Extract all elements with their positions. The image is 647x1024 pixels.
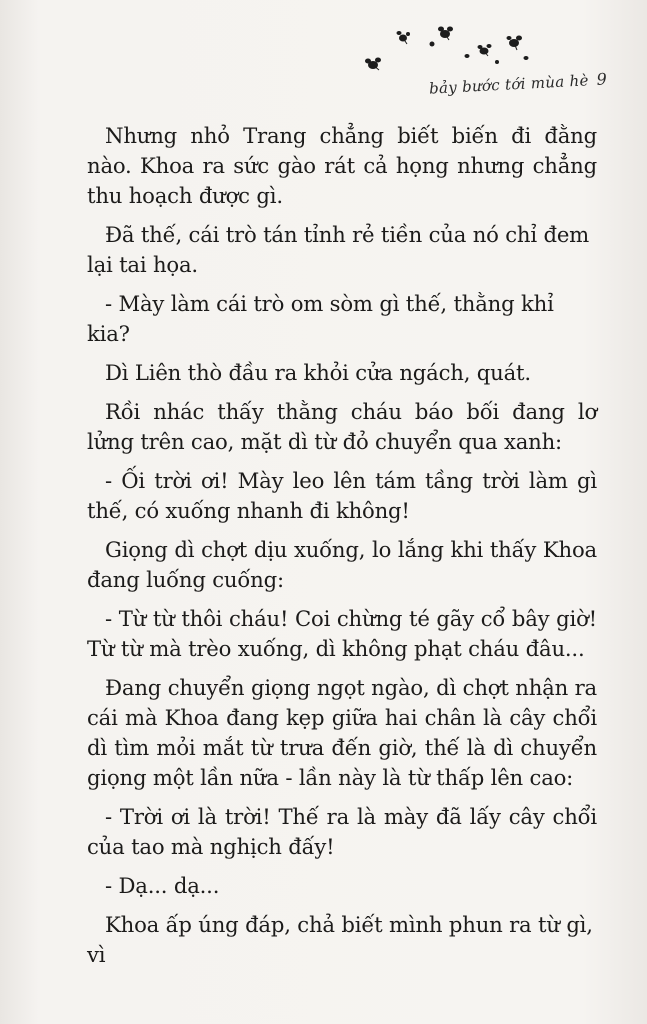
paragraph: Rồi nhác thấy thằng cháu báo bối đang lơ lửng trên cao, mặt dì từ đỏ chuyển qua xanh:	[87, 399, 597, 454]
paragraph: Nhưng nhỏ Trang chẳng biết biến đi đằng nào. Khoa ra sức gào rát cả họng nhưng chẳng thu hoạch được gì.	[87, 123, 597, 208]
paragraph: Giọng dì chợt dịu xuống, lo lắng khi thấy Khoa đang luống cuống:	[87, 537, 597, 592]
paragraph: Dì Liên thò đầu ra khỏi cửa ngách, quát.	[105, 360, 531, 385]
running-title: bảy bước tới mùa hè	[428, 71, 589, 98]
paragraph: - Ối trời ơi! Mày leo lên tám tầng trời làm gì thế, có xuống nhanh đi không!	[87, 468, 597, 523]
paragraph: - Dạ... dạ...	[105, 873, 220, 898]
paragraph: - Mày làm cái trò om sòm gì thế, thằng khỉ kia?	[87, 291, 554, 346]
flower-sprig-icon	[357, 20, 537, 75]
page-header	[357, 20, 607, 110]
paragraph: - Từ từ thôi cháu! Coi chừng té gãy cổ bây giờ! Từ từ mà trèo xuống, dì không phạt cháu đâu...	[87, 606, 597, 661]
paragraph: Đang chuyển giọng ngọt ngào, dì chợt nhận ra cái mà Khoa đang kẹp giữa hai chân là cây chổi dì tìm mỏi mắt từ trưa đến giờ, thế là dì chuyển giọng một lần nữa - lần này là từ thấp lên cao:	[87, 675, 597, 790]
paragraph: Đã thế, cái trò tán tỉnh rẻ tiền của nó chỉ đem lại tai họa.	[87, 222, 590, 277]
paragraph: Khoa ấp úng đáp, chả biết mình phun ra từ gì, vì	[87, 912, 593, 967]
body-text	[87, 121, 597, 979]
page-number: 9	[595, 69, 608, 89]
paragraph: - Trời ơi là trời! Thế ra là mày đã lấy cây chổi của tao mà nghịch đấy!	[87, 804, 597, 859]
